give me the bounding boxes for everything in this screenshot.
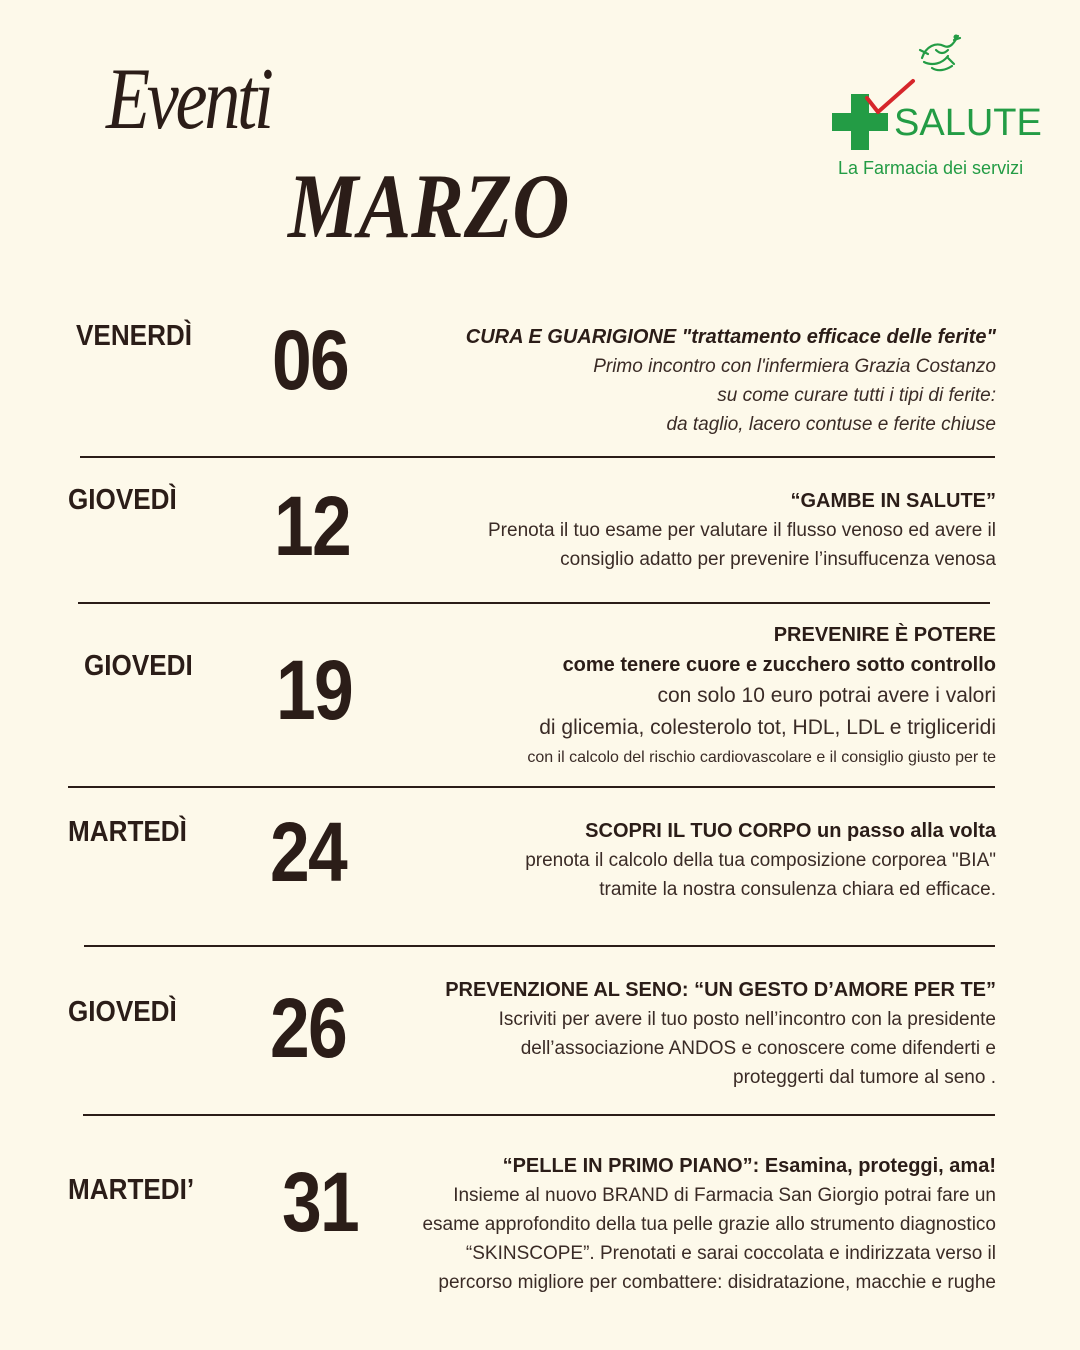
event-date: 19 [276,643,353,737]
event-title: “GAMBE IN SALUTE” [790,490,996,512]
event-date: 12 [274,479,351,573]
event-date: 24 [270,805,347,899]
event-note: con il calcolo del rischio cardiovascolare e il consiglio giusto per te [527,749,996,766]
event-subtitle: come tenere cuore e zucchero sotto controllo [562,654,996,676]
divider [83,1114,995,1116]
event-line: dell’associazione ANDOS e conoscere come difenderti e [520,1038,996,1059]
event-line: Insieme al nuovo BRAND di Farmacia San Giorgio potrai fare un [453,1185,996,1206]
event-date: 06 [272,313,349,407]
event-line: tramite la nostra consulenza chiara ed efficace. [599,879,996,900]
event-title: SCOPRI IL TUO CORPO un passo alla volta [585,820,996,842]
event-title: PREVENZIONE AL SENO: “UN GESTO D’AMORE PER TE” [445,979,996,1001]
event-details [445,975,996,1092]
event-line: da taglio, lacero contuse e ferite chiuse [666,414,996,435]
event-line: consiglio adatto per prevenire l’insuffucenza venosa [560,549,996,570]
event-details [527,620,996,772]
event-day: MARTEDI’ [68,1174,195,1206]
event-day: GIOVEDI [84,650,193,682]
event-day: GIOVEDÌ [68,484,177,516]
event-line: proteggerti dal tumore al seno . [733,1067,996,1088]
event-line: esame approfondito della tua pelle grazie allo strumento diagnostico [422,1214,996,1235]
divider [80,456,995,458]
pharmacy-logo [832,28,1042,188]
event-details [488,486,996,574]
event-line: con solo 10 euro potrai avere i valori [657,684,996,707]
event-details [466,322,996,439]
event-date: 26 [270,981,347,1075]
logo-tagline: La Farmacia dei servizi [838,158,1024,178]
event-day: MARTEDÌ [68,816,187,848]
event-line: di glicemia, colesterolo tot, HDL, LDL e trigliceridi [539,716,996,739]
event-title: “PELLE IN PRIMO PIANO”: Esamina, proteggi, ama! [502,1155,996,1177]
event-line: Iscriviti per avere il tuo posto nell’incontro con la presidente [498,1009,996,1030]
divider [68,786,995,788]
event-title: PREVENIRE È POTERE [773,624,996,646]
event-title: CURA E GUARIGIONE "trattamento efficace delle ferite" [465,326,996,348]
dragon-emblem-icon [914,28,964,74]
event-line: Prenota il tuo esame per valutare il flusso venoso ed avere il [488,520,996,541]
event-day: VENERDÌ [76,320,193,352]
event-line: su come curare tutti i tipi di ferite: [717,385,996,406]
event-line: Primo incontro con l'infermiera Grazia Costanzo [593,356,996,377]
divider [78,602,990,604]
logo-name: SALUTE [894,102,1042,144]
event-details [422,1151,996,1297]
event-day: GIOVEDÌ [68,996,177,1028]
event-date: 31 [282,1155,359,1249]
month-title: MARZO [288,155,570,257]
event-line: prenota il calcolo della tua composizione corporea "BIA" [525,850,996,871]
event-line: percorso migliore per combattere: disidratazione, macchie e rughe [438,1272,996,1293]
divider [84,945,995,947]
event-details [525,816,996,904]
event-line: “SKINSCOPE”. Prenotati e sarai coccolata e indirizzata verso il [465,1243,996,1264]
page-title: Eventi [106,51,271,148]
